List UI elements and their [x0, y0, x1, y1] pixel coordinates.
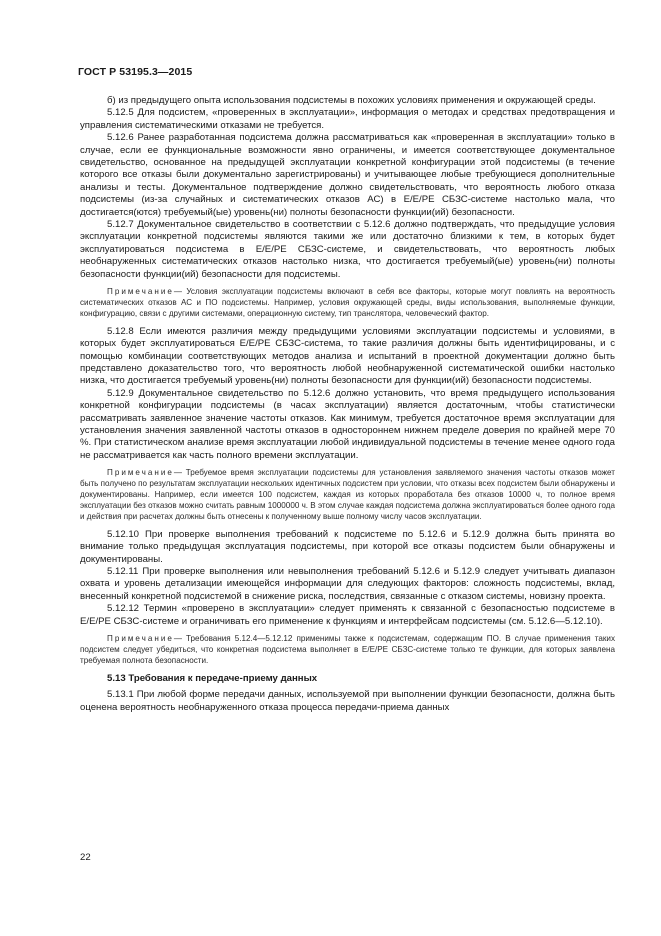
note: [80, 287, 615, 320]
paragraph: б) из предыдущего опыта использования подсистемы в похожих условиях применения и окружающей среды.: [107, 95, 596, 106]
paragraph: 5.12.12 Термин «проверено в эксплуатации» следует применять к связанной с безопасностью подсистеме в E/E/PE СБЗС-системе и ограничивать его применение к функциям и интерфейсам подсистемы (см. 5.12.6—5.12.10).: [80, 603, 615, 627]
section-heading: 5.13 Требования к передаче-приему данных: [107, 672, 318, 684]
paragraph: 5.12.6 Ранее разработанная подсистема должна рассматриваться как «проверенная в эксплуатации» только в случае, если ее функциональные возможности явно ограничены, и имеется соответствующее документальное свидетельство, основанное на предыдущей эксплуатации конкретной конфигурации этой подсистемы (в течение которого все отказы были документально зарегистрированы) и учитывающее любые требующиеся дополнительные анализы и тесты. Документальное подтверждение должно свидетельствовать, что вероятность любого отказа подсистемы (из-за случайных и систематических отказов АС) в E/E/PE СБЗС-системе настолько мала, что достигается(ются) требуемый(ые) уровень(ни) полноты безопасности функции(ий) безопасности.: [80, 132, 615, 218]
page-number: 22: [80, 852, 91, 863]
note: [80, 634, 615, 667]
paragraph: 5.13.1 При любой форме передачи данных, используемой при выполнении функции безопасности, должна быть оценена вероятность необнаруженного отказа процесса передачи-приема данных: [80, 689, 615, 713]
paragraph: 5.12.9 Документальное свидетельство по 5.12.6 должно установить, что время предыдущего использования конкретной конфигурации подсистемы (в часах эксплуатации) является достаточным, чтобы статистически рассматривать заявленное значение частоты отказов. Как минимум, требуется достаточное время эксплуатации для установления значения заявленной частоты отказов в одностороннем нижнем пределе доверия по крайней мере 70 %. При статистическом анализе время эксплуатации любой индивидуальной подсистемы в течение менее одного года не рассматривается как часть полного времени эксплуатации.: [80, 387, 615, 461]
note: [80, 468, 615, 523]
paragraph: 5.12.5 Для подсистем, «проверенных в эксплуатации», информация о методах и средствах предотвращения и управления систематическими отказами не требуется.: [80, 107, 615, 131]
note-text: — Требуемое время эксплуатации подсистемы для установления заявляемого значения частоты отказов может быть получено по результатам эксплуатации нескольких идентичных подсистем при условии, что отказы всех подсистем были обнаружены и документированы. Например, если имеется 100 подсистем, каждая из которых проработала без отказов 10000 ч, то полное время эксплуатации без отказов можно считать равным 1000000 ч. В этом случае каждая подсистема должна эксплуатироваться более одного года и действия при расчетах должны быть отнесены к полученному выше полному числу часов эксплуатации.: [80, 468, 615, 521]
paragraph: 5.12.10 При проверке выполнения требований к подсистеме по 5.12.6 и 5.12.9 должна быть принята во внимание только предыдущая эксплуатация подсистемы, при которой все отказы подсистем были обнаружены и документированы.: [80, 528, 615, 565]
note-text: — Требования 5.12.4—5.12.12 применимы также к подсистемам, содержащим ПО. В случае применения таких подсистем следует убедиться, что конкретная подсистема выполняет в E/E/PE СБЗС-системе только те функции, для которых заявлена требуемая полнота безопасности.: [80, 634, 615, 665]
paragraph: 5.12.8 Если имеются различия между предыдущими условиями эксплуатации подсистемы и условиями, в которых будет эксплуатироваться E/E/PE СБЗС-система, то такие различия должны быть идентифицированы, и с помощью комбинации соответствующих методов анализа и испытаний в проектной документации должно быть представлено доказательство того, что вероятность любой необнаруженной систематической ошибки настолько низка, что достигается требуемый уровень(ни) полноты безопасности для функции(ий) безопасности подсистемы.: [80, 325, 615, 387]
note-label: Примечание: [107, 634, 174, 644]
note-label: Примечание: [107, 287, 174, 297]
page-body: [80, 95, 615, 714]
paragraph: 5.12.11 При проверке выполнения или невыполнения требований 5.12.6 и 5.12.9 следует учитывать диапазон охвата и уровень детализации имеющейся информации для следующих факторов: сложность подсистемы, вклад, внесенный конкретной подсистемой в снижение риска, последствия, связанные с отказом системы, новизну проекта.: [80, 566, 615, 602]
note-label: Примечание: [107, 468, 174, 478]
paragraph: 5.12.7 Документальное свидетельство в соответствии с 5.12.6 должно подтверждать, что предыдущие условия эксплуатации конкретной подсистемы являются такими же или достаточно близкими к тем, в которых будет эксплуатироваться подсистема в E/E/PE СБЗС-системе, и свидетельствовать, что вероятность любых необнаруженных систематических отказов настолько низка, что достигается требуемый(ые) уровень(ни) полноты безопасности функции(ий) безопасности для подсистемы.: [80, 219, 615, 280]
page-header: ГОСТ Р 53195.3—2015: [78, 66, 193, 78]
note-text: — Условия эксплуатации подсистемы включают в себя все факторы, которые могут повлиять на вероятность систематических отказов АС и ПО подсистемы. Например, условия окружающей среды, виды использования, выполняемые функции, конфигурацию, связи с другими системами, операционную систему, тип транслятора, человеческий фактор.: [80, 287, 615, 318]
